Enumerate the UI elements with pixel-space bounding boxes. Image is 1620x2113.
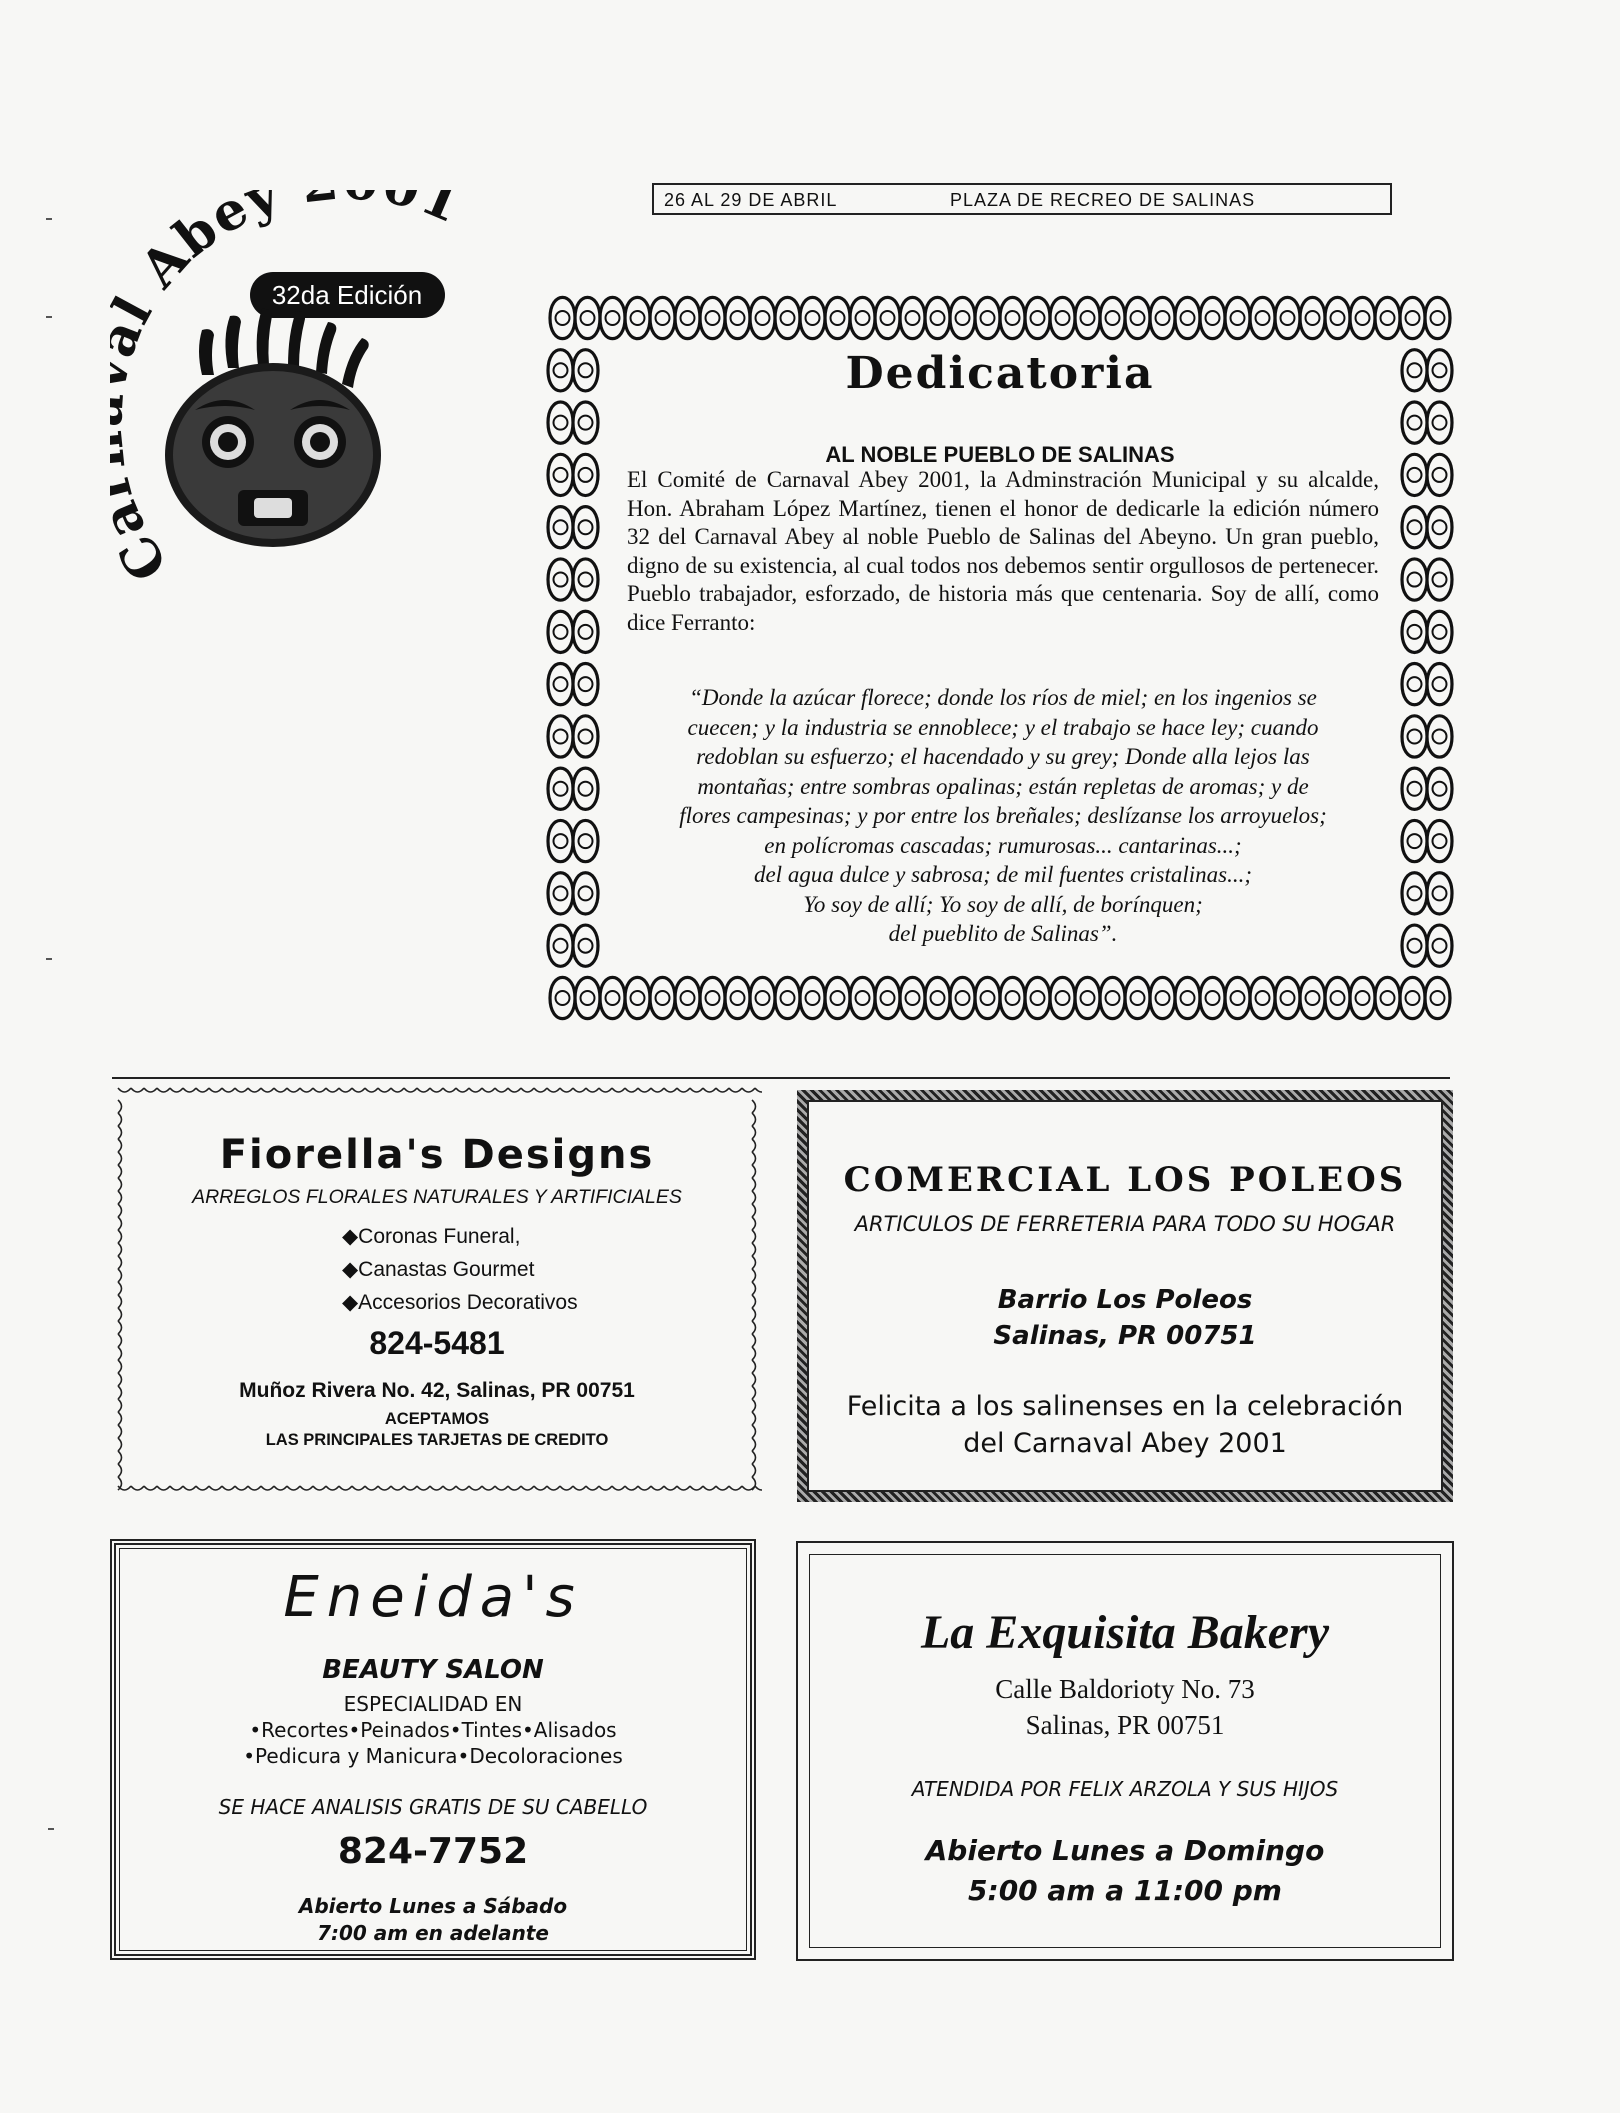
knot-ornament-icon (548, 925, 598, 966)
page-speck (46, 958, 52, 960)
knot-ornament-icon (650, 297, 700, 338)
knot-ornament-icon (548, 507, 598, 548)
knot-ornament-icon (1402, 768, 1452, 809)
knot-ornament-icon (700, 977, 750, 1018)
knot-ornament-icon (750, 297, 800, 338)
knot-ornament-icon (1050, 297, 1100, 338)
knot-ornament-icon (548, 716, 598, 757)
ad-phone: 824-5481 (369, 1325, 505, 1361)
ad-phone: 824-7752 (337, 1831, 529, 1872)
knot-ornament-icon (600, 977, 650, 1018)
diamond-bullet-icon: ◆ (342, 1291, 359, 1314)
knot-ornament-icon (900, 977, 950, 1018)
knot-ornament-icon (950, 977, 1000, 1018)
ad-subtitle: BEAUTY SALON (322, 1655, 544, 1685)
knot-ornament-icon (548, 820, 598, 861)
knot-ornament-icon (1402, 873, 1452, 914)
logo-badge: 32da Edición (271, 280, 423, 310)
ad-business-name: La Exquisita Bakery (920, 1606, 1330, 1659)
ad-eneidas-beauty-salon (110, 1539, 756, 1960)
poem-line: “Donde la azúcar florece; donde los ríos de miel; en los ingenios se (689, 685, 1317, 710)
knot-ornament-icon (1100, 977, 1150, 1018)
knot-ornament-icon (1402, 507, 1452, 548)
ad-owner: ATENDIDA POR FELIX ARZOLA Y SUS HIJOS (911, 1777, 1339, 1801)
dedication-section (545, 286, 1455, 1026)
ad-business-name: Fiorella's Designs (219, 1132, 655, 1178)
knot-ornament-icon (548, 402, 598, 443)
knot-ornament-icon (1250, 297, 1300, 338)
knot-ornament-icon (1050, 977, 1100, 1018)
knot-ornament-icon (548, 664, 598, 705)
ad-tagline: ARREGLOS FLORALES NATURALES Y ARTIFICIALES (192, 1186, 682, 1208)
knot-ornament-icon (1402, 716, 1452, 757)
knot-ornament-icon (1402, 611, 1452, 652)
knot-ornament-icon (1402, 402, 1452, 443)
dedication-poem (627, 683, 1379, 949)
page-speck (46, 316, 52, 318)
ad-business-name: COMERCIAL LOS POLEOS (843, 1160, 1407, 1200)
knot-ornament-icon (1150, 977, 1200, 1018)
ad-fiorellas-designs (112, 1082, 762, 1496)
knot-ornament-icon (1000, 977, 1050, 1018)
knot-ornament-icon (1300, 297, 1350, 338)
poem-line: del agua dulce y sabrosa; de mil fuentes cristalinas...; (753, 862, 1253, 887)
knot-ornament-icon (548, 873, 598, 914)
knot-ornament-icon (950, 297, 1000, 338)
knot-ornament-icon (1402, 820, 1452, 861)
knot-ornament-icon (1250, 977, 1300, 1018)
ad-address: Barrio Los Poleos Salinas, PR 00751 (993, 1285, 1257, 1351)
dedication-subtitle: AL NOBLE PUEBLO DE SALINAS (825, 442, 1175, 467)
knot-ornament-icon (650, 977, 700, 1018)
knot-ornament-icon (1200, 297, 1250, 338)
knot-ornament-icon (550, 297, 600, 338)
knot-ornament-icon (600, 297, 650, 338)
logo-title: C Abey 1 (110, 190, 472, 590)
poem-line: Yo soy de allí; Yo soy de allí, de borínquen; (803, 891, 1203, 917)
ad-comercial-los-poleos (797, 1090, 1453, 1502)
dedication-body: El Comité de Carnaval Abey 2001, la Adminstración Municipal y su alcalde, Hon. Abraham López Martínez, tienen el honor de dedicarle la edición número 32 del Carnaval Abey al noble Pueblo de Salinas del Abeyno. Un gran pueblo, digno de su existencia, al cual todos nos debemos sentir orgullosos de pertenecer. Pueblo trabajador, esforzado, de historia más que centenaria. Soy de allí, como dice Ferranto: (627, 467, 1379, 635)
section-divider (112, 1077, 1450, 1079)
ad-la-exquisita-bakery (796, 1541, 1454, 1961)
knot-ornament-icon (1300, 977, 1350, 1018)
poem-line: en polícromas cascadas; rumurosas... cantarinas...; (764, 832, 1242, 858)
ad-business-name: Eneida's (283, 1565, 583, 1630)
tribal-mask-icon (110, 190, 540, 590)
ad-address: Calle Baldorioty No. 73 Salinas, PR 00751 (995, 1674, 1255, 1740)
ad-offer: SE HACE ANALISIS GRATIS DE SU CABELLO (218, 1795, 648, 1819)
knot-ornament-icon (548, 611, 598, 652)
diamond-bullet-icon: ◆ (342, 1258, 359, 1281)
carnaval-logo (110, 190, 540, 590)
knot-ornament-icon (1200, 977, 1250, 1018)
dedication-title: Dedicatoria (845, 348, 1155, 399)
knot-ornament-icon (700, 297, 750, 338)
knot-ornament-icon (800, 977, 850, 1018)
knot-ornament-icon (550, 977, 600, 1018)
knot-ornament-icon (548, 768, 598, 809)
knot-ornament-icon (548, 559, 598, 600)
poem-line: montañas; entre sombras opalinas; están repletas de aromas; y de (697, 773, 1309, 799)
knot-ornament-icon (1400, 297, 1450, 338)
knot-ornament-icon (800, 297, 850, 338)
event-header-bar (652, 183, 1392, 215)
list-item: ◆Accesorios Decorativos (342, 1291, 578, 1314)
ad-message: Felicita a los salinenses en la celebración del Carnaval Abey 2001 (846, 1391, 1404, 1459)
ad-hours: Abierto Lunes a Sábado 7:00 am en adelante (298, 1894, 568, 1945)
ad-payment-note: ACEPTAMOS LAS PRINCIPALES TARJETAS DE CREDITO (265, 1410, 609, 1449)
knot-ornament-icon (850, 297, 900, 338)
event-dates: 26 AL 29 DE ABRIL (664, 190, 838, 210)
ad-address: Muñoz Rivera No. 42, Salinas, PR 00751 (239, 1379, 635, 1402)
ad-tagline: ARTICULOS DE FERRETERIA PARA TODO SU HOGAR (854, 1212, 1396, 1236)
knot-ornament-icon (1402, 664, 1452, 705)
knot-ornament-icon (850, 977, 900, 1018)
event-place: PLAZA DE RECREO DE SALINAS (950, 190, 1256, 210)
ad-product-list (342, 1220, 578, 1319)
page-speck (46, 218, 52, 220)
knot-ornament-icon (1402, 559, 1452, 600)
knot-ornament-icon (1400, 977, 1450, 1018)
knot-ornament-icon (1402, 925, 1452, 966)
poem-line: del pueblito de Salinas”. (888, 921, 1118, 946)
diamond-bullet-icon: ◆ (342, 1225, 359, 1248)
knot-ornament-icon (1350, 977, 1400, 1018)
poem-line: cuecen; y la industria se ennoblece; y el trabajo se hace ley; cuando (687, 714, 1319, 740)
knot-ornament-icon (900, 297, 950, 338)
ad-hours: Abierto Lunes a Domingo 5:00 am a 11:00 pm (925, 1834, 1325, 1907)
page-speck (48, 1828, 54, 1830)
list-item: ◆Canastas Gourmet (342, 1258, 535, 1281)
knot-ornament-icon (750, 977, 800, 1018)
poem-line: flores campesinas; y por entre los breñales; deslízanse los arroyuelos; (679, 803, 1327, 828)
ad-services: ESPECIALIDAD EN •Recortes•Peinados•Tintes•Alisados •Pedicura y Manicura•Decoloraciones (243, 1692, 623, 1768)
knot-ornament-icon (1100, 297, 1150, 338)
knot-ornament-icon (1150, 297, 1200, 338)
knot-ornament-icon (1350, 297, 1400, 338)
list-item: ◆Coronas Funeral, (342, 1225, 521, 1248)
knot-ornament-icon (1000, 297, 1050, 338)
poem-line: redoblan su esfuerzo; el hacendado y su grey; Donde alla lejos las (696, 744, 1310, 769)
